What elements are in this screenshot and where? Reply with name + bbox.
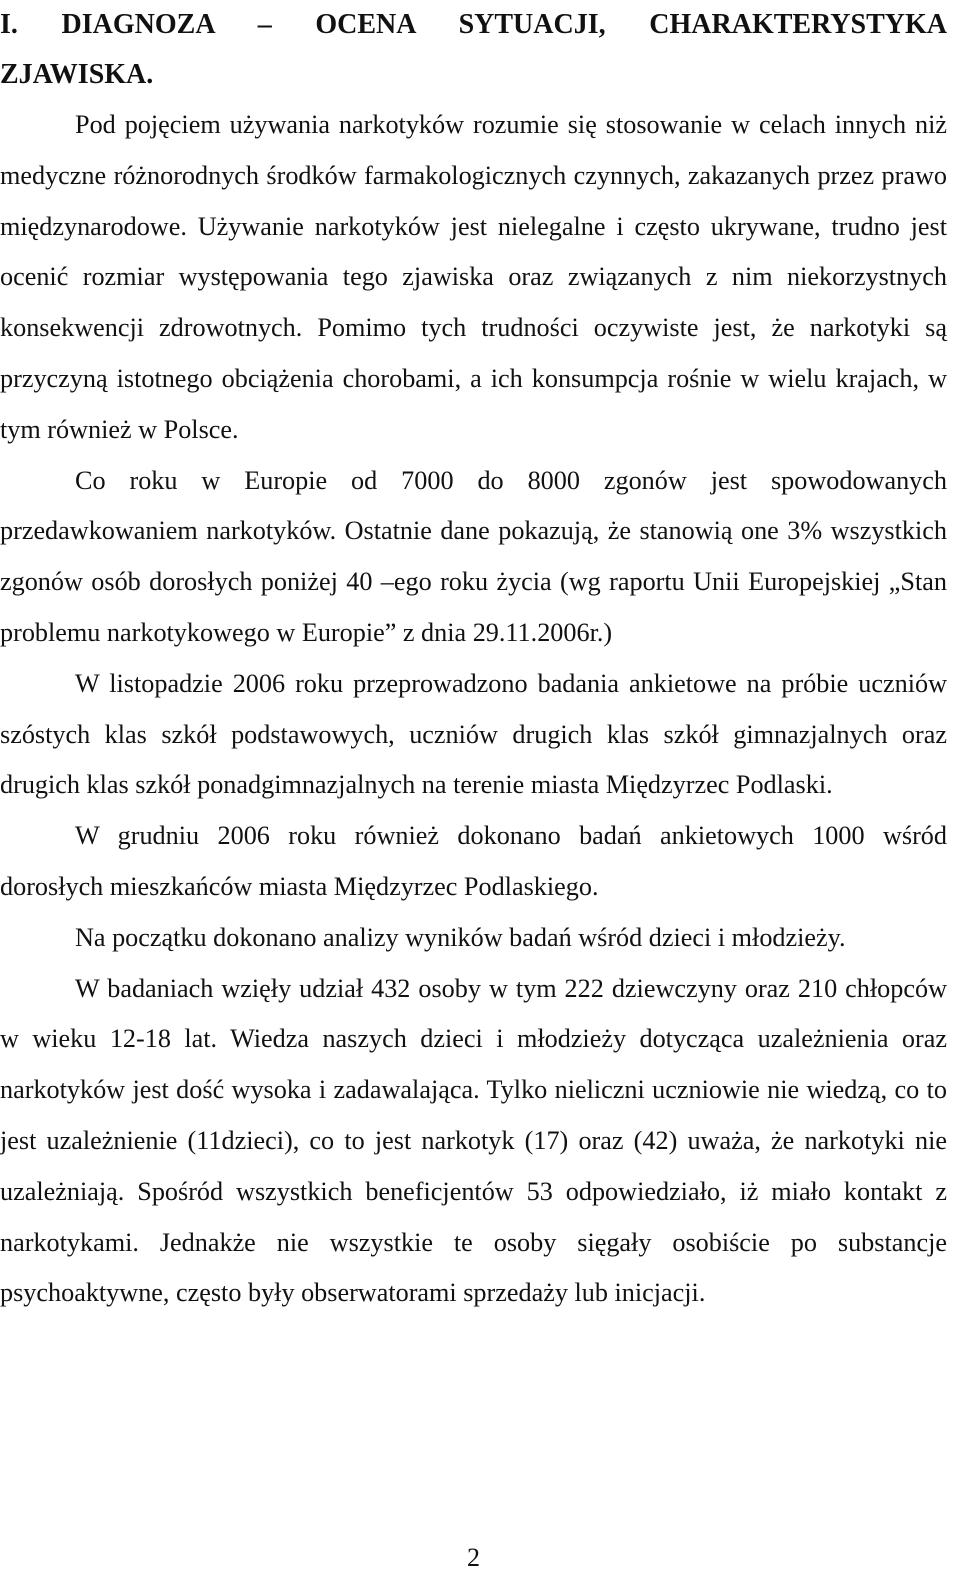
section-heading: I. DIAGNOZA – OCENA SYTUACJI, CHARAKTERYSTYKA ZJAWISKA. [0,9,947,90]
paragraph-survey-adults: W grudniu 2006 roku również dokonano badań ankietowych 1000 wśród dorosłych mieszkańców miasta Międzyrzec Podlaskiego. [0,821,947,901]
paragraph-survey-students: W listopadzie 2006 roku przeprowadzono badania ankietowe na próbie uczniów szóstych klas szkół podstawowych, uczniów drugich klas szkół gimnazjalnych oraz drugich klas szkół ponadgimnazjalnych na terenie miasta Międzyrzec Podlaski. [0,668,947,800]
paragraph-europe-deaths: Co roku w Europie od 7000 do 8000 zgonów jest spowodowanych przedawkowaniem narkotyków. Ostatnie dane pokazują, że stanowią one 3% wszystkich zgonów osób dorosłych poniżej 40 –ego roku życia (wg raportu Unii Europejskiej „Stan problemu narkotykowego w Europie” z dnia 29.11.2006r.) [0,465,947,647]
page-number: 2 [467,1543,480,1572]
paragraph-analysis-start: Na początku dokonano analizy wyników badań wśród dzieci i młodzieży. [75,922,846,952]
paragraph-survey-results: W badaniach wzięły udział 432 osoby w tym 222 dziewczyny oraz 210 chłopców w wieku 12-18 lat. Wiedza naszych dzieci i młodzieży dotycząca uzależnienia oraz narkotyków jest dość wysoka i zadawalająca. Tylko nieliczni uczniowie nie wiedzą, co to jest uzależnienie (11dzieci), co to jest narkotyk (17) oraz (42) uważa, że narkotyki nie uzależniają. Spośród wszystkich beneficjentów 53 odpowiedziało, iż miało kontakt z narkotykami. Jednakże nie wszystkie te osoby sięgały osobiście po substancje psychoaktywne, często były obserwatorami sprzedaży lub inicjacji. [0,973,947,1308]
paragraph-drug-use-definition: Pod pojęciem używania narkotyków rozumie się stosowanie w celach innych niż medyczne różnorodnych środków farmakologicznych czynnych, zakazanych przez prawo międzynarodowe. Używanie narkotyków jest nielegalne i często ukrywane, trudno jest ocenić rozmiar występowania tego zjawiska oraz związanych z nim niekorzystnych konsekwencji zdrowotnych. Pomimo tych trudności oczywiste jest, że narkotyki są przyczyną istotnego obciążenia chorobami, a ich konsumpcja rośnie w wielu krajach, w tym również w Polsce. [0,110,947,444]
